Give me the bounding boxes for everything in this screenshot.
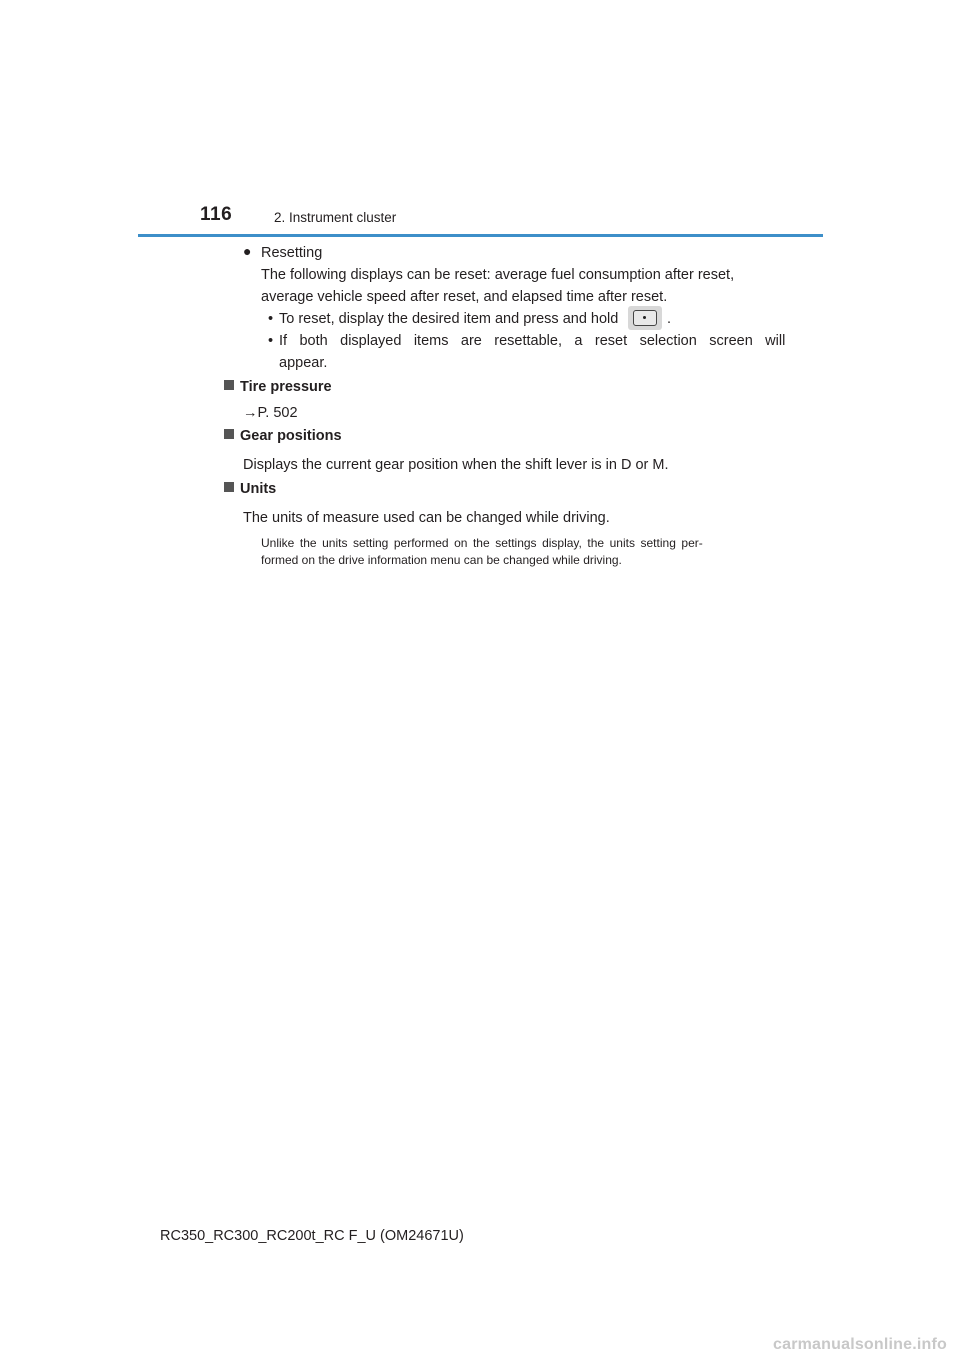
resetting-line-2: average vehicle speed after reset, and elapsed time after reset.	[261, 289, 668, 305]
page-number: 116	[200, 204, 233, 225]
tire-pressure-heading	[224, 379, 332, 395]
reset-instruction: To reset, display the desired item and press and hold	[279, 311, 619, 327]
section-title: 2. Instrument cluster	[274, 210, 397, 225]
sub-bullet-2: •	[268, 333, 274, 349]
tire-pressure-title: Tire pressure	[240, 379, 332, 395]
page-header	[138, 196, 823, 237]
reset-instruction-end: .	[667, 311, 672, 327]
tire-pressure-page-ref: →P. 502	[243, 405, 298, 421]
gear-positions-text: Displays the current gear position when the shift lever is in D or M.	[243, 457, 669, 473]
round-bullet-icon: ●	[243, 243, 252, 259]
resetting-line-1: The following displays can be reset: average fuel consumption after reset,	[261, 267, 735, 283]
gear-positions-heading	[224, 428, 342, 444]
units-note-line-1: Unlike the units setting performed on the settings display, the units setting per-	[261, 536, 703, 550]
square-bullet-icon	[224, 380, 234, 390]
sub-bullet-1: •	[268, 311, 274, 327]
square-bullet-icon	[224, 482, 234, 492]
units-text: The units of measure used can be changed while driving.	[243, 510, 610, 526]
reset-selection-line-2: appear.	[279, 355, 328, 371]
units-heading	[224, 481, 276, 497]
model-footer: RC350_RC300_RC200t_RC F_U (OM24671U)	[160, 1228, 464, 1244]
watermark: carmanualsonline.info	[773, 1336, 948, 1353]
units-note-line-2: formed on the drive information menu can be changed while driving.	[261, 553, 622, 567]
square-bullet-icon	[224, 429, 234, 439]
units-title: Units	[240, 481, 277, 497]
resetting-title: Resetting	[261, 245, 323, 261]
steering-switch-button-icon	[628, 306, 662, 330]
gear-positions-title: Gear positions	[240, 428, 342, 444]
reset-selection-line-1: If both displayed items are resettable, a reset selection screen will	[279, 333, 786, 349]
